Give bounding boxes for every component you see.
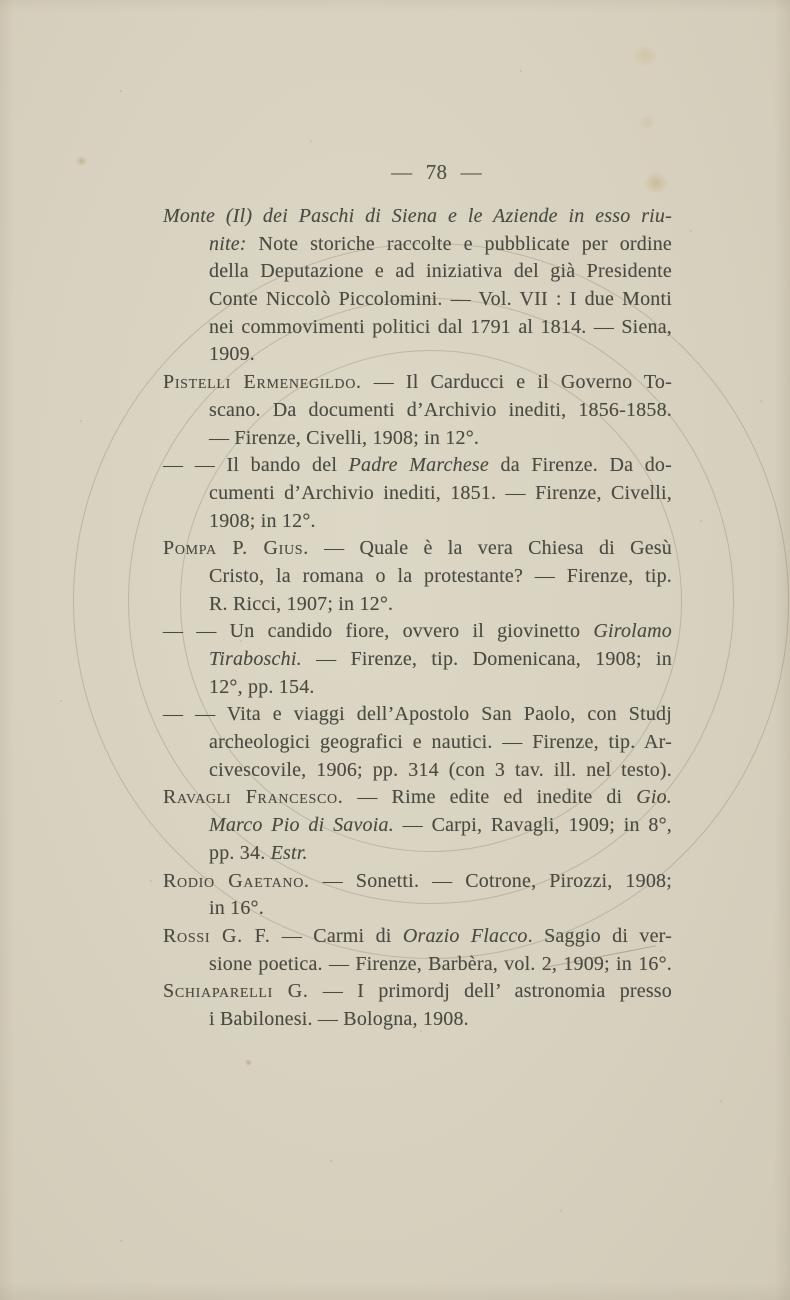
bib-text-segment: — — Vita e viaggi dell’Apostolo San Paolo, con Studj bbox=[163, 703, 672, 726]
bib-text-segment: Monte (Il) dei Paschi di Siena e le Aziende in esso riu- bbox=[163, 205, 672, 227]
bib-text-segment: Orazio Flacco bbox=[402, 924, 528, 947]
bib-line bbox=[163, 258, 672, 286]
page-number: — 78 — bbox=[391, 160, 482, 184]
bib-text-segment: Marco Pio di Savoia. bbox=[209, 814, 394, 837]
bib-text-segment: 12°, pp. 154. bbox=[209, 675, 315, 698]
bibliography-entries bbox=[163, 203, 672, 1034]
bib-line bbox=[163, 286, 672, 314]
bib-text-segment: archeologici geografici e nautici. — Firenze, tip. Ar- bbox=[209, 731, 672, 754]
bib-entry bbox=[163, 369, 672, 452]
bib-entry bbox=[163, 452, 672, 535]
bib-entry bbox=[163, 784, 672, 867]
bib-line bbox=[163, 812, 672, 840]
bib-line bbox=[163, 563, 672, 591]
bib-text-segment: Ravagli Francesco. bbox=[163, 786, 344, 809]
bib-text-segment: 1908; in 12°. bbox=[209, 509, 316, 532]
bib-line bbox=[163, 314, 672, 342]
bib-text-segment: Schiaparelli G. bbox=[163, 980, 309, 1003]
bib-text-segment: sione poetica. — Firenze, Barbèra, vol. 2, 1909; in 16°. bbox=[209, 952, 672, 975]
bib-text-segment: — — Il bando del bbox=[163, 454, 349, 477]
bib-text-segment: Note storiche raccolte e pubblicate per ordine bbox=[246, 232, 672, 255]
bib-line bbox=[163, 203, 672, 231]
bib-text-segment: — Firenze, tip. Domenicana, 1908; in bbox=[301, 648, 672, 670]
bib-line bbox=[163, 341, 672, 369]
bib-text-segment: — Firenze, Civelli, 1908; in 12°. bbox=[209, 426, 480, 449]
bib-text-segment: — — Un candido fiore, ovvero il giovinetto bbox=[163, 620, 594, 643]
bib-line bbox=[163, 508, 672, 536]
bib-entry bbox=[163, 868, 672, 923]
bib-text-segment: Rodio Gaetano. bbox=[163, 869, 310, 892]
bib-text-segment: Conte Niccolò Piccolomini. — Vol. VII : I due Monti bbox=[209, 288, 672, 311]
bib-text-segment: — Quale è la vera Chiesa di Gesù bbox=[308, 537, 672, 560]
bib-entry bbox=[163, 618, 672, 701]
bib-line bbox=[163, 618, 672, 646]
bib-text-segment: nite: bbox=[209, 232, 247, 255]
paper-stain bbox=[76, 156, 87, 166]
paper-speckles bbox=[0, 0, 2, 2]
bib-line bbox=[163, 868, 672, 896]
bib-text-segment: Estr. bbox=[270, 841, 308, 864]
bib-text-segment: Cristo, la romana o la protestante? — Firenze, tip. bbox=[209, 564, 672, 587]
bib-text-segment: in 16°. bbox=[209, 897, 264, 920]
bib-text-segment: — Carmi di bbox=[270, 924, 403, 947]
bib-text-segment: — Il Carducci e il Governo To- bbox=[361, 371, 672, 394]
bib-line bbox=[163, 895, 672, 923]
text-block bbox=[163, 160, 672, 1034]
bib-text-segment: i Babilonesi. — Bologna, 1908. bbox=[209, 1007, 469, 1030]
bib-text-segment: Pistelli Ermenegildo. bbox=[163, 371, 362, 394]
bib-text-segment: — I primordj dell’ astronomia presso bbox=[308, 980, 672, 1003]
bib-text-segment: Gio. bbox=[636, 786, 673, 809]
bib-text-segment: da Firenze. Da do- bbox=[489, 454, 672, 477]
bib-line bbox=[163, 923, 672, 951]
bib-text-segment: — Sonetti. — Cotrone, Pirozzi, 1908; bbox=[309, 869, 672, 892]
paper-stain bbox=[245, 1059, 252, 1066]
bib-line bbox=[163, 535, 672, 563]
bib-line bbox=[163, 674, 672, 702]
bib-text-segment: — Rime edite ed inedite di bbox=[343, 786, 637, 809]
bib-text-segment: Rossi G. F. bbox=[163, 924, 271, 947]
bib-text-segment: — Carpi, Ravagli, 1909; in 8°, bbox=[393, 814, 673, 837]
bib-entry bbox=[163, 701, 672, 784]
bib-line bbox=[163, 784, 672, 812]
paper-stain bbox=[638, 115, 656, 131]
bib-entry bbox=[163, 923, 672, 978]
bib-text-segment: della Deputazione e ad iniziativa del già Presidente bbox=[209, 260, 672, 283]
bib-line bbox=[163, 840, 672, 868]
paper-stain bbox=[632, 45, 658, 67]
bib-line bbox=[163, 729, 672, 757]
bib-text-segment: Padre Marchese bbox=[348, 454, 489, 477]
bib-entry bbox=[163, 978, 672, 1033]
bib-line bbox=[163, 231, 672, 259]
bib-line bbox=[163, 951, 672, 979]
bib-text-segment: 1909. bbox=[209, 343, 255, 366]
bib-line bbox=[163, 591, 672, 619]
bib-line bbox=[163, 480, 672, 508]
bib-line bbox=[163, 452, 672, 480]
bib-entry bbox=[163, 203, 672, 369]
bib-text-segment: . Saggio di ver- bbox=[527, 924, 672, 947]
bib-line bbox=[163, 978, 672, 1006]
bib-text-segment: nei commovimenti politici dal 1791 al 1814. — Siena, bbox=[209, 315, 672, 338]
bib-text-segment: Tiraboschi. bbox=[209, 648, 302, 670]
bib-entry bbox=[163, 535, 672, 618]
bib-line bbox=[163, 701, 672, 729]
bib-line bbox=[163, 757, 672, 785]
bib-text-segment: cumenti d’Archivio inediti, 1851. — Firenze, Civelli, bbox=[209, 481, 672, 504]
bib-text-segment: civescovile, 1906; pp. 314 (con 3 tav. ill. nel testo). bbox=[209, 758, 672, 781]
bib-line bbox=[163, 425, 672, 453]
bib-line bbox=[163, 1006, 672, 1034]
bib-text-segment: Pompa P. Gius. bbox=[163, 537, 309, 560]
bib-line bbox=[163, 397, 672, 425]
bib-text-segment: Girolamo bbox=[593, 620, 672, 643]
bib-text-segment: pp. 34. bbox=[209, 841, 271, 864]
bib-line bbox=[163, 646, 672, 674]
bib-text-segment: R. Ricci, 1907; in 12°. bbox=[209, 592, 394, 615]
bib-line bbox=[163, 369, 672, 397]
bib-text-segment: scano. Da documenti d’Archivio inediti, 1856-1858. bbox=[209, 398, 672, 421]
